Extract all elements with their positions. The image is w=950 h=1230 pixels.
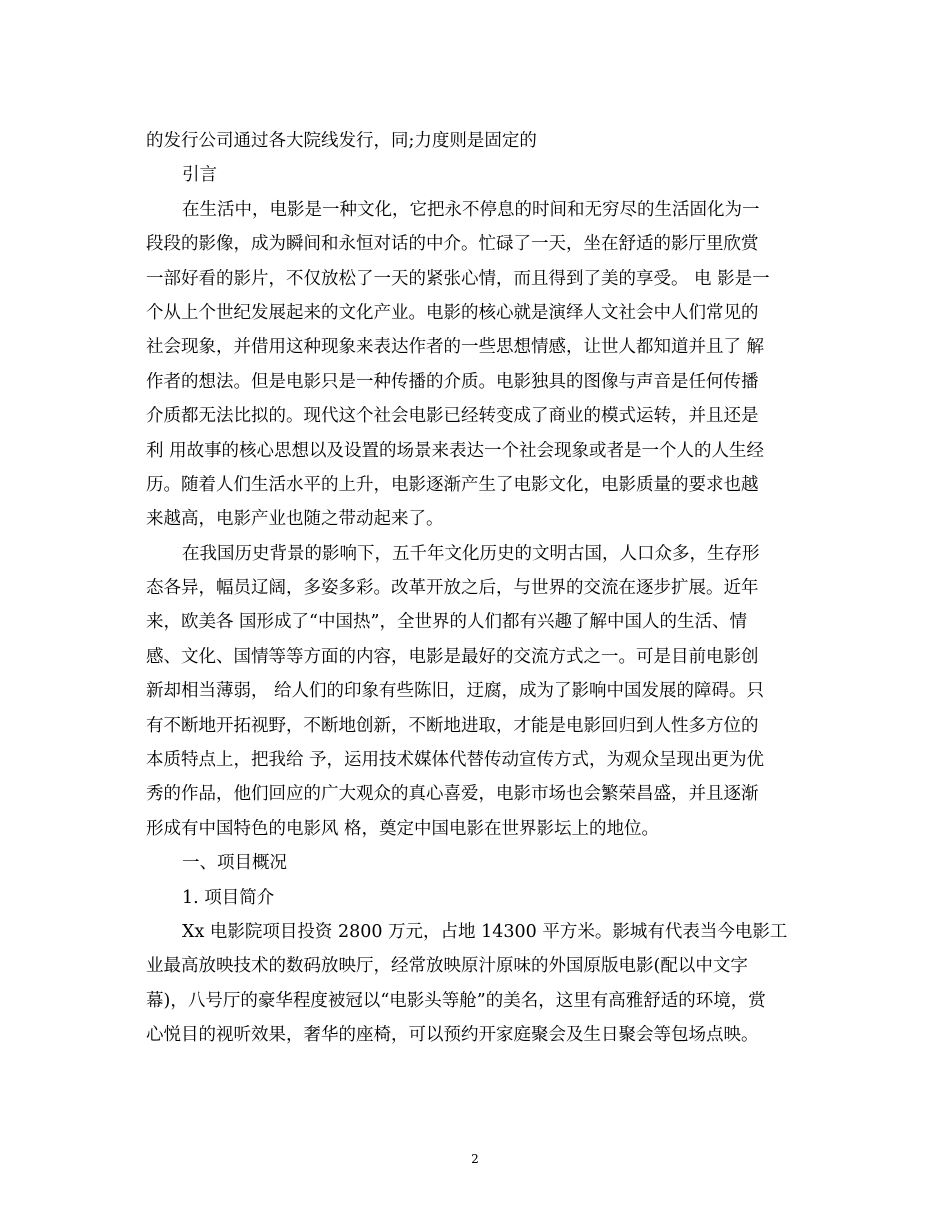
paragraph-line: 介质都无法比拟的。现代这个社会电影已经转变成了商业的模式运转，并且还是 xyxy=(146,406,759,427)
paragraph-line: 来越高，电影产业也随之带动起来了。 xyxy=(146,509,444,530)
paragraph-line: 个从上个世纪发展起来的文化产业。电影的核心就是演绎人文社会中人们常见的 xyxy=(146,302,759,323)
paragraph-line: 感、文化、国情等等方面的内容，电影是最好的交流方式之一。可是目前电影创 xyxy=(146,646,759,667)
paragraph-line: 有不断地开拓视野，不断地创新，不断地进取，才能是电影回归到人性多方位的 xyxy=(146,715,759,736)
paragraph-line: 态各异，幅员辽阔，多姿多彩。改革开放之后，与世界的交流在逐步扩展。近年 xyxy=(146,578,759,599)
paragraph-line: 利 用故事的核心思想以及设置的场景来表达一个社会现象或者是一个人的人生经 xyxy=(146,440,765,461)
paragraph-line: 在我国历史背景的影响下，五千年文化历史的文明古国，人口众多，生存形 xyxy=(182,543,760,564)
paragraph-line: 一部好看的影片，不仅放松了一天的紧张心情，而且得到了美的享受。 电 影是一 xyxy=(146,268,770,289)
paragraph-line: 段段的影像，成为瞬间和永恒对话的中介。忙碌了一天，坐在舒适的影厅里欣赏 xyxy=(146,234,759,255)
subsection-heading-intro: 1. 项目简介 xyxy=(182,887,275,908)
paragraph-line: 新却相当薄弱， 给人们的印象有些陈旧，迂腐，成为了影响中国发展的障碍。只 xyxy=(146,681,765,702)
page-number: 2 xyxy=(471,1152,479,1166)
text-line: 的发行公司通过各大院线发行，同;力度则是固定的 xyxy=(146,131,537,151)
paragraph-line: 幕)，八号厅的豪华程度被冠以“电影头等舱”的美名，这里有高雅舒适的环境，赏 xyxy=(146,990,766,1011)
paragraph-line: 业最高放映技术的数码放映厅，经常放映原汁原味的外国原版电影(配以中文字 xyxy=(146,956,748,977)
paragraph-line: 本质特点上，把我给 予，运用技术媒体代替传动宣传方式，为观众呈现出更为优 xyxy=(146,750,765,771)
body-text xyxy=(146,124,804,1053)
paragraph-line: 来，欧美各 国形成了“中国热”，全世界的人们都有兴趣了解中国人的生活、情 xyxy=(146,612,747,633)
section-heading-intro: 引言 xyxy=(182,165,217,186)
paragraph-line: 作者的想法。但是电影只是一种传播的介质。电影独具的图像与声音是任何传播 xyxy=(146,371,759,392)
paragraph-line: 社会现象，并借用这种现象来表达作者的一些思想情感，让世人都知道并且了 解 xyxy=(146,337,765,358)
paragraph-line: 秀的作品，他们回应的广大观众的真心喜爱，电影市场也会繁荣昌盛，并且逐渐 xyxy=(146,784,759,805)
section-heading-overview: 一、项目概况 xyxy=(182,853,287,874)
paragraph-line: 历。随着人们生活水平的上升，电影逐渐产生了电影文化，电影质量的要求也越 xyxy=(146,474,759,495)
paragraph-line: Xx 电影院项目投资 2800 万元，占地 14300 平方米。影城有代表当今电影工 xyxy=(182,921,788,942)
paragraph-line: 形成有中国特色的电影风 格，奠定中国电影在世界影坛上的地位。 xyxy=(146,818,660,839)
paragraph-line: 在生活中，电影是一种文化，它把永不停息的时间和无穷尽的生活固化为一 xyxy=(182,199,760,220)
paragraph-line: 心悦目的视听效果，奢华的座椅，可以预约开家庭聚会及生日聚会等包场点映。 xyxy=(146,1025,759,1046)
